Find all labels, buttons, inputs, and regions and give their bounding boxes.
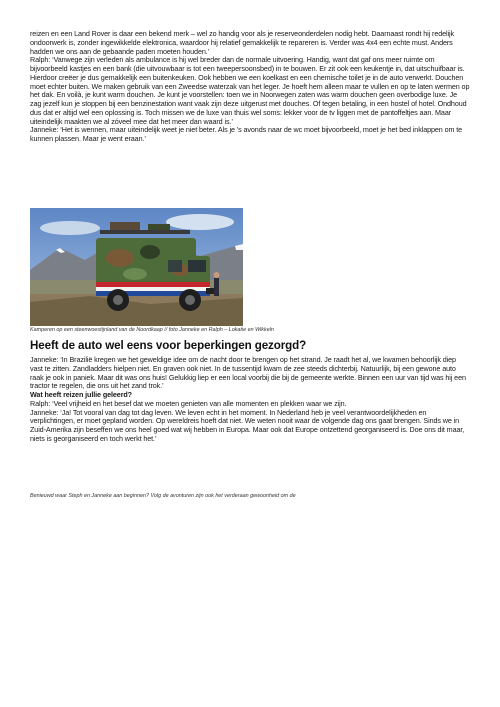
paragraph: Ralph: ‘Veel vrijheid en het besef dat we moeten genieten van alle momenten en plekken waar we zijn. (30, 398, 347, 408)
paragraph: Janneke: ‘Het is wennen, maar uiteindelijk weet je niet beter. Als je ’s avonds naar de wc moet bijvoorbeeld, moet je het bed inklappen om te kunnen plassen. Maar je went eraan.’ (30, 125, 463, 143)
land-rover-photo (30, 208, 243, 326)
question-subheading: Wat heeft reizen jullie geleerd? (30, 390, 132, 399)
paragraph: Janneke: ‘Ja! Tot vooral van dag tot dag leven. We leven echt in het moment. In Nederland heb je veel verantwoordelijkheden en verplichtingen, er moet gepland worden. Op wereldreis hoeft dat niet. We weten nooit waar de volgende dag ons gaat brengen. Sinds we in Zuid-Amerika zijn beseffen we ons heel goed wat wij hebben in Europa. Maar ook dat Europe ontzettend georganiseerd is. Doe ons dit maar, niets is georganiseerd en toch werkt het.’ (30, 407, 465, 443)
paragraph: Ralph: ‘Vanwege zijn verleden als ambulance is hij wel breder dan de normale uitvoering. Handig, want dat gaf ons meer ruimte om bijvoorbeeld kastjes en een bank (die uitvouwbaar is tot een tweepersoonsbed) in te bouwen. Er zit ook een keukentje in, dat uitschuifbaar is. Hierdoor creëer je dus gemakkelijk een buitenkeuken. Ook hebben we een koelkast en een chemische toilet je in de auto verwerkt. Douchen moet echter buiten. We maken gebruik van een Zweedse waterzak van het leger. Je hoeft hem alleen maar te vullen en op te laten wermen op het dak. En voilà, je kunt warm douchen. Je kunt je voorstellen: toen we in Noorwegen zaten was warm douchen geen overbodige luxe. Je zag jezelf kun je stoppen bij een benzinestation want vaak zijn deze uitgerust met douches. Of tegen betaling, in een hostel of hotel. Ondhoud dus dat er altijd wel een oplossing is. Toch missen we de luxe van thuis wel soms: lekker voor de tv liggen met de pantoffeltjes aan. Maar uiteindelijk maakten we al zóveel mee dat het meer dan waard is.’ (30, 55, 470, 126)
article-text-top (30, 30, 470, 144)
photo-illustration (30, 208, 243, 326)
article-text-bottom (30, 356, 470, 444)
photo-caption: Kamperen op een steenwoestijnland van de Noordkaap // foto Janneke en Ralph – Lokatie en Wikkeln (30, 327, 274, 333)
paragraph: Janneke: ‘In Brazilië kregen we het geweldige idee om de nacht door te brengen op het strand. Je raadt het al, we kwamen behoorlijk diep vast te zitten. Zandladders hielpen niet. En graven ook niet. In de tussentijd kwam de zee steeds dichterbij. Natuurlijk, bij een gewone auto raak je ook in paniek. Maar dit was ons huis! Gelukkig liep er een local voorbij die bij de gemeente werkte. Binnen een uur van tijd was hij een tractor te regelen, die ons uit het zand trok.’ (30, 355, 466, 391)
footnote: Benieuwd waar Steph en Janneke aan beginnen? Volg de avonturen zijn ook het verderaan gewoonheid om de (30, 493, 296, 499)
paragraph: reizen en een Land Rover is daar een bekend merk – wel zo handig voor als je reserveonderdelen nodig hebt. Daarnaast rondt hij redelijk ondoorwerk is, zonder ingewikkelde elektronica, waardoor hij relatief gemakkelijk te repareren is. Verder was 4x4 een echte must. Anders hadden we ons aan de gebaande paden moeten houden.’ (30, 29, 455, 56)
section-heading: Heeft de auto wel eens voor beperkingen gezorgd? (30, 339, 307, 352)
